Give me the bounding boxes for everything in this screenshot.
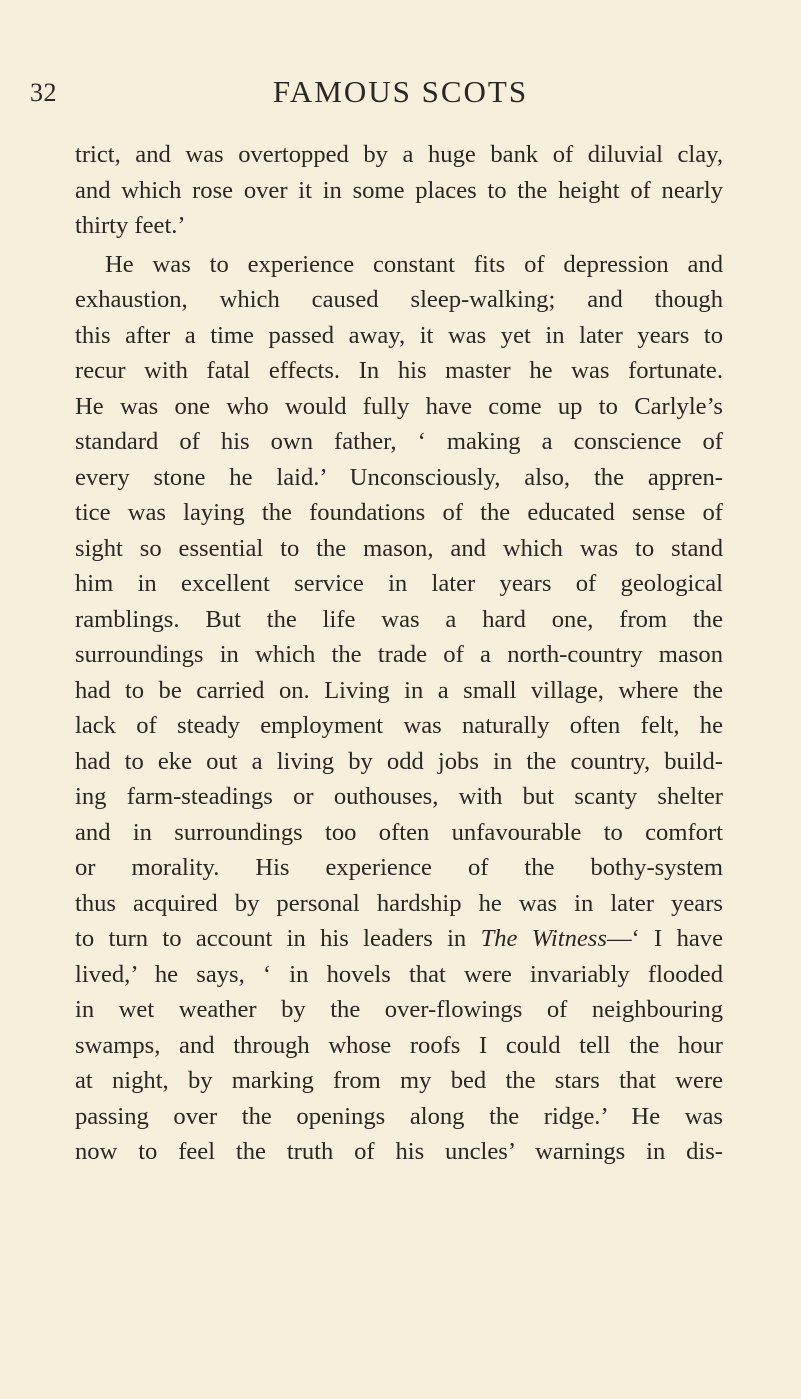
page-header <box>0 70 801 110</box>
text-line: ing farm-steadings or outhouses, with but scanty shelter <box>75 783 723 810</box>
text-line: tice was laying the foundations of the educated sense of <box>75 499 723 526</box>
text-line: in wet weather by the over-flowings of neighbouring <box>75 996 723 1023</box>
text-line: thus acquired by personal hardship he was in later years <box>75 889 723 917</box>
text-fragment: —‘ I have <box>606 925 723 952</box>
text-line: ramblings. But the life was a hard one, from the <box>75 605 723 633</box>
text-line: now to feel the truth of his uncles’ warnings in dis- <box>75 1138 723 1165</box>
paragraph <box>75 247 723 1170</box>
text-line: at night, by marking from my bed the stars that were <box>75 1067 723 1094</box>
running-head: FAMOUS SCOTS <box>272 74 529 109</box>
text-line: this after a time passed away, it was yet in later years to <box>75 321 723 349</box>
body-text <box>75 137 723 1170</box>
text-line: swamps, and through whose roofs I could tell the hour <box>75 1031 723 1059</box>
text-line: He was to experience constant fits of depression and <box>105 250 723 278</box>
text-line: surroundings in which the trade of a north-country mason <box>75 641 723 668</box>
text-line: standard of his own father, ‘ making a conscience of <box>75 428 723 455</box>
text-line: and which rose over it in some places to the height of nearly <box>75 176 723 204</box>
text-line: exhaustion, which caused sleep-walking; and though <box>75 286 723 313</box>
text-line: had to be carried on. Living in a small village, where the <box>75 676 723 704</box>
text-line: sight so essential to the mason, and which was to stand <box>75 534 723 562</box>
page-number: 32 <box>30 78 57 107</box>
text-line-with-title <box>75 921 723 957</box>
text-line: passing over the openings along the ridge.’ He was <box>75 1102 723 1130</box>
text-line: recur with fatal effects. In his master he was fortunate. <box>75 357 723 384</box>
text-line: or morality. His experience of the bothy-system <box>75 854 723 881</box>
text-fragment: to turn to account in his leaders in <box>75 925 481 952</box>
text-line: He was one who would fully have come up to Carlyle’s <box>75 392 723 420</box>
text-line: thirty feet.’ <box>75 212 186 239</box>
newspaper-title: The Witness <box>480 925 607 952</box>
text-line: trict, and was overtopped by a huge bank of diluvial clay, <box>75 141 723 168</box>
text-line: every stone he laid.’ Unconsciously, also, the appren- <box>75 463 723 491</box>
text-line: lived,’ he says, ‘ in hovels that were invariably flooded <box>75 960 723 988</box>
text-line: lack of steady employment was naturally often felt, he <box>75 712 723 739</box>
text-line: had to eke out a living by odd jobs in the country, build- <box>75 747 723 775</box>
text-line: him in excellent service in later years of geological <box>75 570 723 597</box>
paragraph <box>75 137 723 244</box>
text-line: and in surroundings too often unfavourable to comfort <box>75 818 723 846</box>
